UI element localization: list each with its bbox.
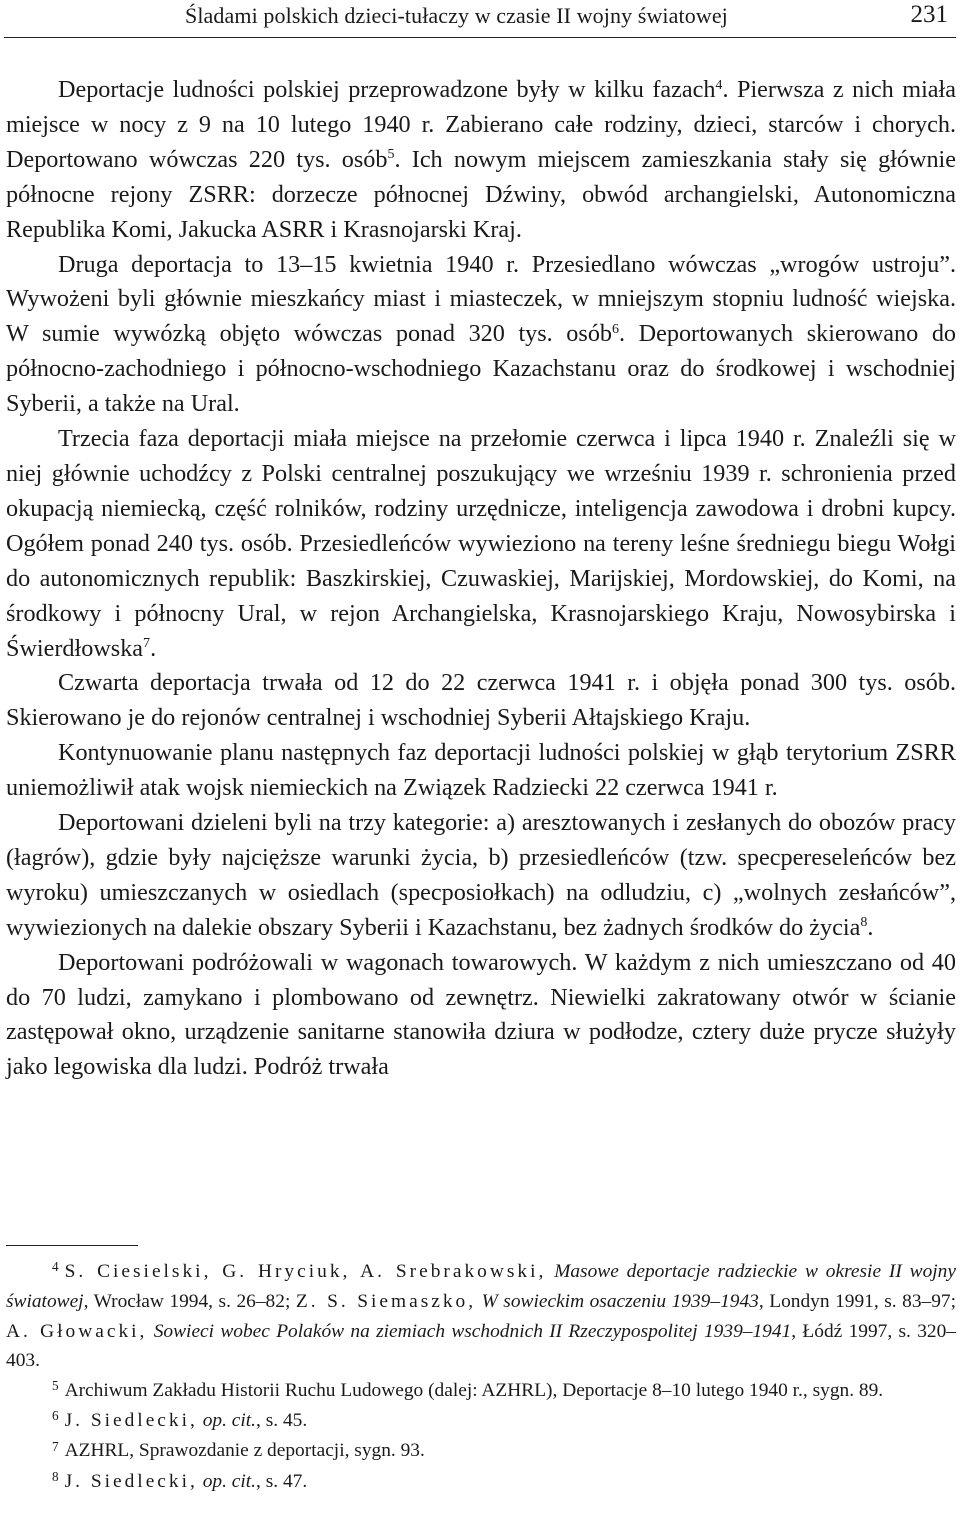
- footnote: $^6$ J. Siedlecki, op. cit., s. 45.: [52, 1408, 308, 1432]
- main-text: [6, 73, 956, 1085]
- footnote: $^7$ AZHRL, Sprawozdanie z deportacji, sygn. 93.: [52, 1438, 425, 1462]
- page-number: 231: [910, 1, 948, 28]
- footnote-ref: 8: [860, 914, 868, 931]
- footnote-number: 6: [52, 1408, 59, 1424]
- footnote-ref: 6: [612, 320, 620, 337]
- footnote-number: 7: [52, 1438, 59, 1454]
- footnote-number: 8: [52, 1468, 59, 1484]
- paragraph: Czwarta deportacja trwała od 12 do 22 czerwca 1941 r. i objęła ponad 300 tys. osób. Skierowano je do rejonów centralnej i wschodniej Syberii Ałtajskiego Kraju.: [6, 669, 956, 732]
- paragraph: Deportowani dzieleni byli na trzy kategorie: a) aresztowanych i zesłanych do obozów pracy (łagrów), gdzie były najcięższe warunki życia, b) przesiedleńców (tzw. specpereseleńców bez wyroku) umieszczanych w osiedlach (specposiołkach) na odludziu, c) „wolnych zesłańców”, wywiezionych na dalekie obszary Syberii i Kazachstanu, bez żadnych środków do życia$^8$.: [6, 809, 956, 941]
- footnote: $^8$ J. Siedlecki, op. cit., s. 47.: [52, 1468, 308, 1492]
- footnote: $^4$ S. Ciesielski, G. Hryciuk, A. Srebrakowski, Masowe deportacje radzieckie w okresie II wojny światowej, Wrocław 1994, s. 26–82; Z. S. Siemaszko, W sowieckim osaczeniu 1939–1943, Londyn 1991, s. 83–97; A. Głowacki, Sowieci wobec Polaków na ziemiach wschodnich II Rzeczypospolitej 1939–1941, Łódź 1997, s. 320–403.: [6, 1259, 957, 1372]
- paragraph: Deportowani podróżowali w wagonach towarowych. W każdym z nich umieszczano od 40 do 70 ludzi, zamykano i plombowano od zewnętrz. Niewielki zakratowany otwór w ścianie zastępował okno, urządzenie sanitarne stanowiła dziura w podłodze, cztery duże prycze służyły jako legowiska dla ludzi. Podróż trwała: [6, 948, 956, 1081]
- paragraph: Trzecia faza deportacji miała miejsce na przełomie czerwca i lipca 1940 r. Znaleźli się w niej głównie uchodźcy z Polski centralnej poszukujący we wrześniu 1939 r. schronienia przed okupacją niemiecką, część rolników, rodziny urzędnicze, inteligencja zawodowa i drobni kupcy. Ogółem ponad 240 tys. osób. Przesiedleńców wywieziono na tereny leśne średniegu biegu Wołgi do autonomicznych republik: Baszkirskiej, Czuwaskiej, Marijskiej, Mordowskiej, do Komi, na środkowy i północny Ural, w rejon Archangielska, Krasnojarskiego Kraju, Nowosybirska i Świerdłowska$^7$.: [6, 425, 956, 662]
- paragraph: Deportacje ludności polskiej przeprowadzone były w kilku fazach$^4$. Pierwsza z nich miała miejsce w nocy z 9 na 10 lutego 1940 r. Zabierano całe rodziny, dzieci, starców i chorych. Deportowano wówczas 220 tys. osób$^5$. Ich nowym miejscem zamieszkania stały się głównie północne rejony ZSRR: dorzecze północnej Dźwiny, obwód archangielski, Autonomiczna Republika Komi, Jakucka ASRR i Krasnojarski Kraj.: [6, 76, 956, 243]
- paragraph: Kontynuowanie planu następnych faz deportacji ludności polskiej w głąb terytorium ZSRR uniemożliwił atak wojsk niemieckich na Związek Radziecki 22 czerwca 1941 r.: [6, 739, 956, 802]
- header-rule: [4, 37, 956, 38]
- footnote-number: 5: [52, 1377, 59, 1393]
- footnote-ref: 5: [387, 146, 395, 163]
- footnotes: [6, 1257, 956, 1497]
- footnote-ref: 4: [715, 76, 723, 93]
- footnote: $^5$ Archiwum Zakładu Historii Ruchu Ludowego (dalej: AZHRL), Deportacje 8–10 lutego 1940 r., sygn. 89.: [52, 1377, 884, 1401]
- running-title: Śladami polskich dzieci-tułaczy w czasie II wojny światowej: [185, 3, 728, 28]
- footnote-rule: [6, 1245, 138, 1246]
- running-header: [0, 0, 960, 36]
- footnote-number: 4: [52, 1259, 59, 1275]
- paragraph: Druga deportacja to 13–15 kwietnia 1940 r. Przesiedlano wówczas „wrogów ustroju”. Wywożeni byli głównie mieszkańcy miast i miasteczek, w mniejszym stopniu ludność wiejska. W sumie wywózką objęto wówczas ponad 320 tys. osób$^6$. Deportowanych skierowano do północno-zachodniego i północno-wschodniego Kazachstanu oraz do środkowej i wschodniej Syberii, a także na Ural.: [6, 250, 957, 418]
- footnote-ref: 7: [143, 635, 151, 652]
